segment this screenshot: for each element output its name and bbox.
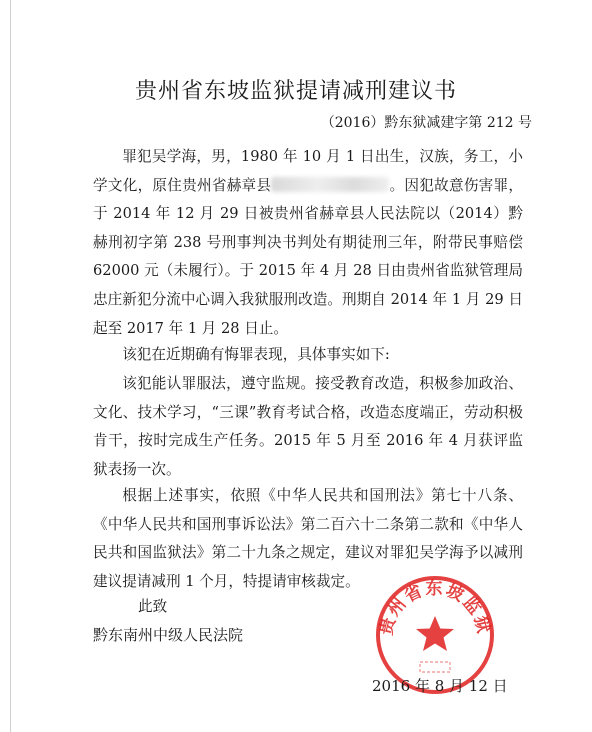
paragraph-facts: 该犯能认罪服法，遵守监规。接受教育改造，积极参加政治、文化、技术学习，“三课”教育考试合格，改造态度端正，劳动积极肯干，按时完成生产任务。2015 年 5 月至 2016 年 4 月获评监狱表扬一次。 [93,375,523,478]
document-date: 2016 年 8 月 12 日 [372,677,508,695]
document-number: （2016）黔东狱减建字第 212 号 [320,115,532,131]
paragraph-legal-basis: 根据上述事实，依照《中华人民共和国刑法》第七十八条、《中华人民共和国刑事诉讼法》第二百六十二条第二款和《中华人民共和国监狱法》第二十九条之规定，建议对罪犯吴学海予以减刑建议提请减刑 1 个月，特提请审核裁定。 [93,487,523,590]
seal-star-icon [416,616,454,651]
page-edge [10,0,11,732]
paragraph-offender-info-part1: 罪犯吴学海，男，1980 年 10 月 1 日出生，汉族，务工，小学文化，原住贵州省赫章县 [93,148,523,194]
salutation: 此致 [138,598,168,615]
document-title: 贵州省东坡监狱提请减刑建议书 [134,79,457,104]
redacted-address [271,177,389,192]
paragraph-offender-info-part2: 。因犯故意伤害罪，于 2014 年 12 月 29 日被贵州省赫章县人民法院以（2014）黔赫刑初字第 238 号刑事判决书判处有期徒刑三年，附带民事赔偿 62000 元（未履行）。于 2015 年 4 月 28 日由贵州省监狱管理局忠庄新犯分流中心调入我狱服刑改造。刑期自 2014 年 1 月 29 日起至 2017 年 1 月 28 日止。 [93,176,523,337]
paragraph-intro-facts: 该犯在近期确有悔罪表现，具体事实如下: [122,346,390,363]
addressee: 黔东南州中级人民法院 [93,626,244,644]
paragraph-offender-info [93,143,523,343]
seal-text: 贵州省东坡监狱 [376,579,494,638]
